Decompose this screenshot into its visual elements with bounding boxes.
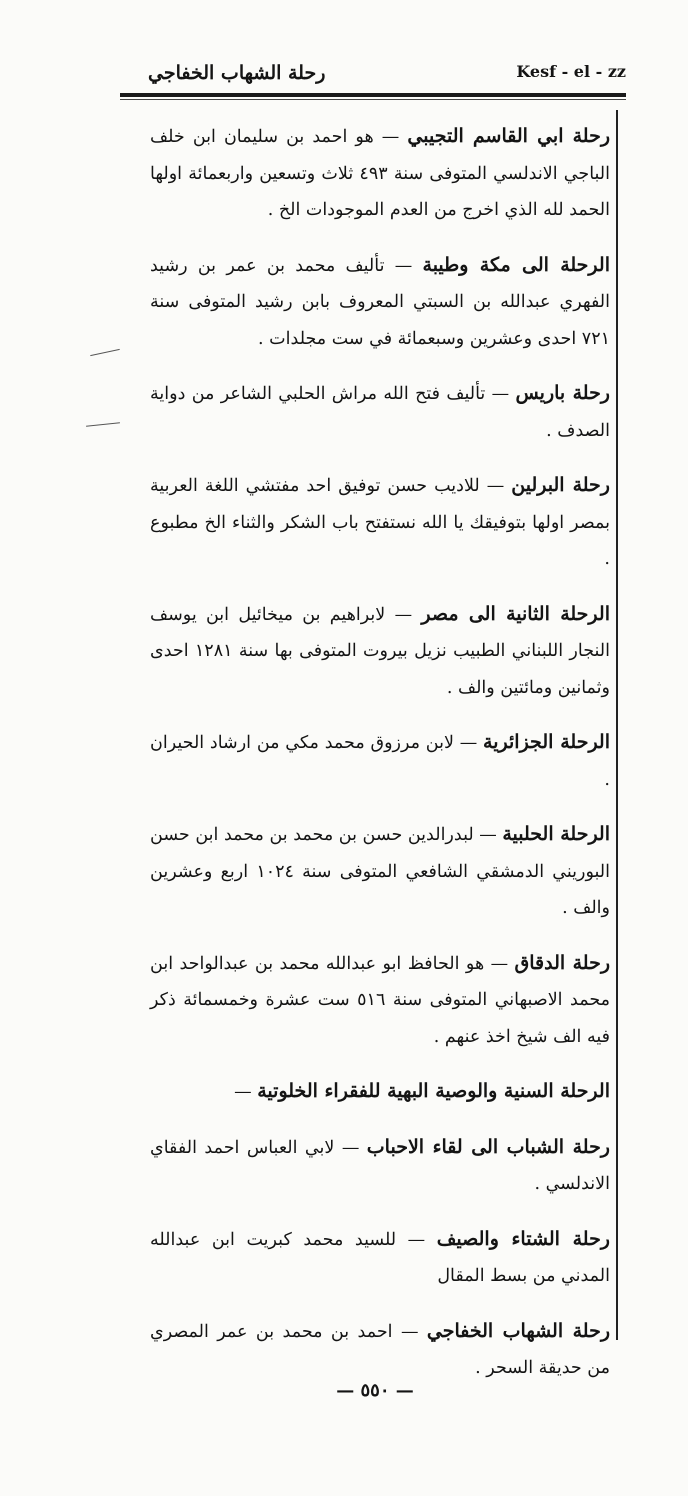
entry	[150, 247, 610, 358]
entry	[150, 1221, 610, 1295]
entry-lead: رحلة باريس	[515, 382, 610, 404]
page-number: — ٥٥٠ —	[336, 1380, 414, 1401]
entry	[150, 118, 610, 229]
entry-text: — هو احمد بن سليمان ابن خلف الباجي الاندلسي المتوفى سنة ٤٩٣ ثلاث وتسعين واربعمائة اولها الحمد لله الذي اخرج من العدم الموجودات الخ .	[150, 127, 610, 220]
entry-lead: رحلة ابي القاسم التجيبي	[407, 125, 611, 147]
header-rule-thin	[120, 99, 626, 100]
entry-text: — لابن مرزوق محمد مكي من ارشاد الحيران .	[150, 733, 610, 790]
entry	[150, 1073, 610, 1111]
entry-text: — تأليف فتح الله مراش الحلبي الشاعر من دواية الصدف .	[150, 384, 610, 441]
entry-lead: الرحلة السنية والوصية البهية للفقراء الخلوتية	[257, 1080, 610, 1102]
entry	[150, 724, 610, 798]
entry-text: — لابي العباس احمد الفقاي الاندلسي .	[150, 1137, 610, 1194]
margin-mark	[86, 422, 120, 427]
entry	[150, 596, 610, 707]
margin-mark	[90, 349, 120, 356]
entry-lead: رحلة البرلين	[511, 474, 610, 496]
entry-text: — للاديب حسن توفيق احد مفتشي اللغة العربية بمصر اولها بتوفيقك يا الله نستفتح باب الشكر والثناء الخ مطبوع .	[150, 476, 610, 569]
running-header	[148, 62, 626, 86]
entry-text: —	[234, 1082, 258, 1102]
entry	[150, 1129, 610, 1203]
header-latin-label: Kesf - el - zz	[516, 62, 626, 81]
entry	[150, 375, 610, 449]
entry-lead: رحلة الشتاء والصيف	[436, 1227, 610, 1250]
entry-lead: الرحلة الثانية الى مصر	[421, 602, 610, 625]
entry-text: — لابراهيم بن ميخائيل ابن يوسف النجار اللبناني الطبيب نزيل بيروت المتوفى بها سنة ١٢٨١ احدى وثمانين ومائتين والف .	[150, 604, 610, 698]
entry-lead: الرحلة الحلبية	[502, 823, 610, 845]
entry-text: — احمد بن محمد بن عمر المصري من حديقة السحر .	[150, 1321, 610, 1378]
entry	[150, 816, 610, 927]
entry-lead: رحلة الدقاق	[514, 951, 610, 974]
entries-body	[150, 118, 610, 1405]
entry-lead: رحلة الشهاب الخفاجي	[426, 1319, 610, 1342]
entry-lead: الرحلة الجزائرية	[483, 731, 611, 753]
entry-text: — للسيد محمد كبريت ابن عبدالله المدني من بسط المقال	[150, 1229, 610, 1286]
entry-text: — هو الحافظ ابو عبدالله محمد بن عبدالواحد ابن محمد الاصبهاني المتوفى سنة ٥١٦ ست عشرة وخمسمائة ذكر فيه الف شيخ اخذ عنهم .	[150, 953, 610, 1047]
entry-text: — تأليف محمد بن عمر بن رشيد الفهري عبدالله بن السبتي المعروف بابن رشيد المتوفى سنة ٧٢١ احدى وعشرين وسبعمائة في ست مجلدات .	[150, 255, 610, 349]
entry	[150, 1313, 610, 1387]
entry	[150, 945, 610, 1056]
entry-text: — لبدرالدين حسن بن محمد بن محمد ابن حسن البوريني الدمشقي الشافعي المتوفى سنة ١٠٢٤ اربع وعشرين والف .	[150, 825, 611, 918]
entry-lead: رحلة الشباب الى لقاء الاحباب	[366, 1135, 610, 1158]
entry	[150, 467, 610, 578]
entry-lead: الرحلة الى مكة وطيبة	[422, 253, 610, 276]
margin-line	[616, 110, 618, 1340]
header-title: رحلة الشهاب الخفاجي	[148, 62, 326, 84]
header-rule	[120, 93, 626, 97]
